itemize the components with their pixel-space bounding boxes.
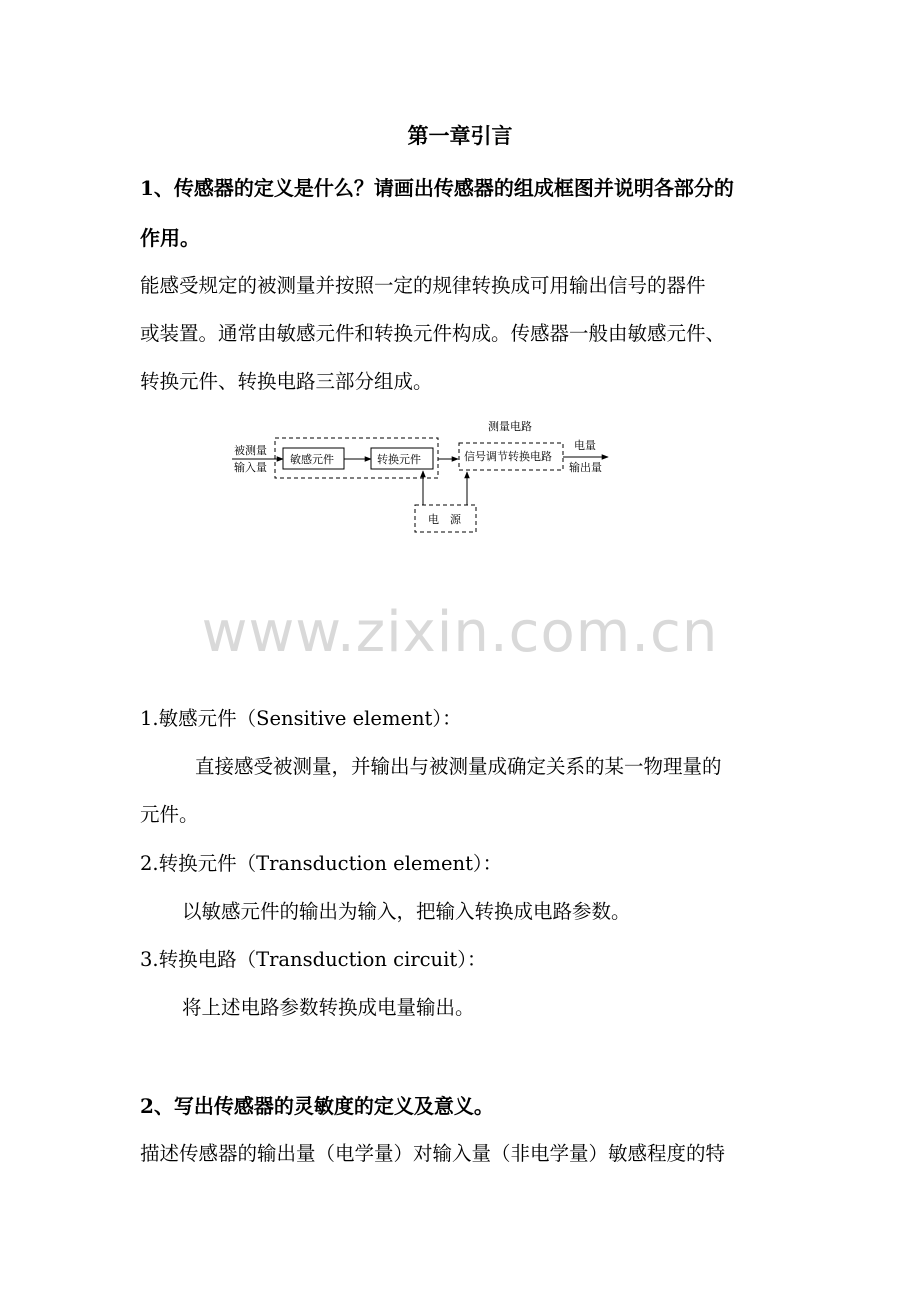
answer-1-line-2: 或装置。通常由敏感元件和转换元件构成。传感器一般由敏感元件、: [140, 322, 726, 345]
sensitive-element-label: 敏感元件: [290, 453, 334, 466]
watermark: www.zixin.com.cn: [201, 600, 719, 665]
question-1-line-1: 1、传感器的定义是什么？请画出传感器的组成框图并说明各部分的: [140, 176, 734, 200]
answer-2-line-1: 描述传感器的输出量（电学量）对输入量（非电学量）敏感程度的特: [140, 1142, 726, 1165]
answer-1-line-1: 能感受规定的被测量并按照一定的规律转换成可用输出信号的器件: [140, 274, 706, 297]
power-supply-label: 电 源: [428, 513, 461, 526]
measure-circuit-label: 测量电路: [488, 420, 532, 433]
item-3-desc: 将上述电路参数转换成电量输出。: [182, 996, 475, 1019]
input-label-top: 被测量: [234, 444, 267, 457]
item-1-desc-line-1: 直接感受被测量，并输出与被测量成确定关系的某一物理量的: [195, 755, 722, 778]
item-1-heading: 1.敏感元件（Sensitive element）：: [140, 707, 462, 730]
item-1-desc-line-2: 元件。: [140, 803, 199, 826]
sensor-block-diagram: [220, 410, 620, 540]
item-3-heading: 3.转换电路（Transduction circuit）：: [140, 948, 487, 971]
output-label-top: 电量: [574, 439, 596, 452]
item-2-heading: 2.转换元件（Transduction element）：: [140, 852, 503, 875]
question-1-line-2: 作用。: [140, 226, 200, 250]
output-label-bottom: 输出量: [569, 461, 602, 474]
page-title: 第一章引言: [407, 123, 513, 148]
question-2: 2、写出传感器的灵敏度的定义及意义。: [140, 1094, 494, 1118]
item-2-desc: 以敏感元件的输出为输入，把输入转换成电路参数。: [182, 900, 631, 923]
transducer-element-label: 转换元件: [377, 453, 421, 466]
answer-1-line-3: 转换元件、转换电路三部分组成。: [140, 370, 433, 393]
input-label-bottom: 输入量: [234, 461, 267, 474]
signal-circuit-label: 信号调节转换电路: [464, 450, 552, 463]
